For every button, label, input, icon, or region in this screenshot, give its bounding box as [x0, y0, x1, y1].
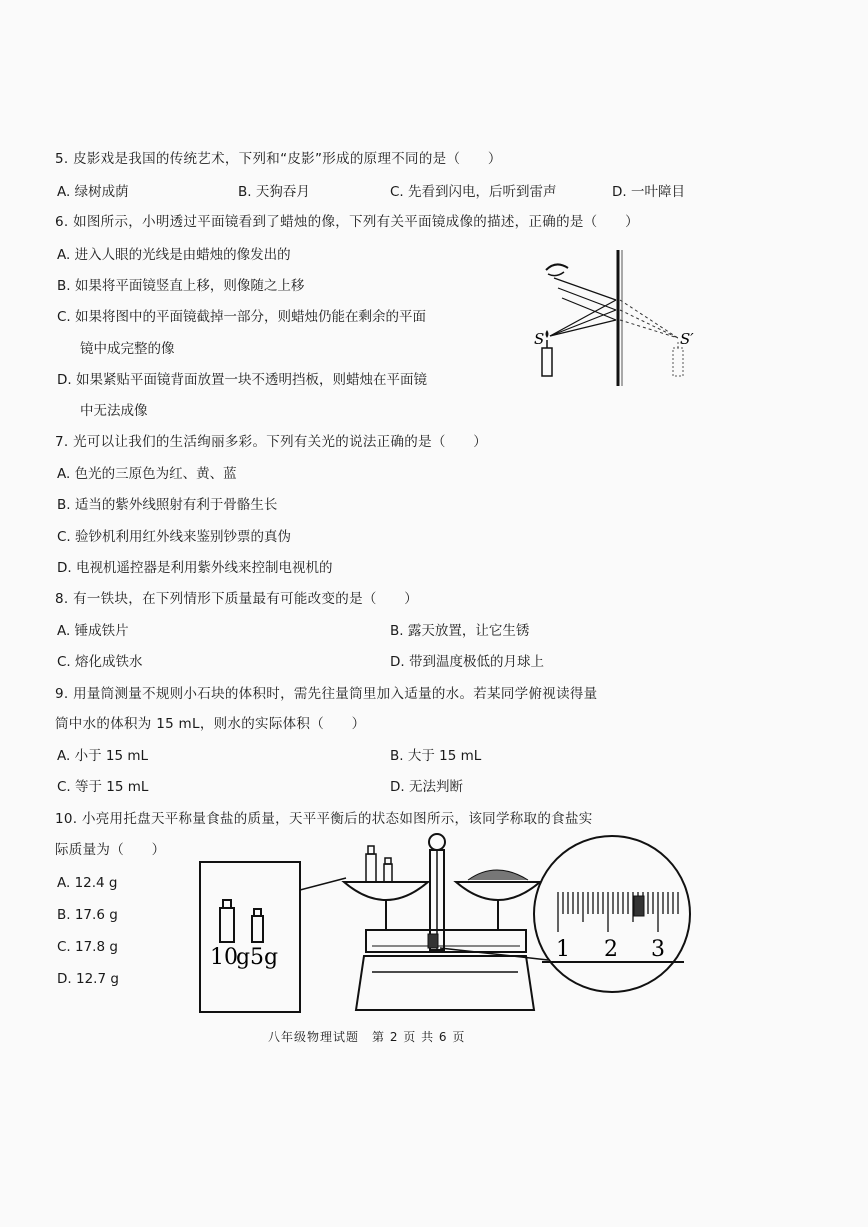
q10-stem-line1: 10. 小亮用托盘天平称量食盐的质量，天平平衡后的状态如图所示，该同学称取的食盐实 — [55, 811, 593, 827]
weight-10g-icon — [220, 908, 234, 942]
q7-stem: 7. 光可以让我们的生活绚丽多彩。下列有关光的说法正确的是（ ） — [55, 434, 488, 450]
q6-option-d: D. 如果紧贴平面镜背面放置一块不透明挡板，则蜡烛在平面镜 — [57, 372, 427, 388]
q9-stem-line1: 9. 用量筒测量不规则小石块的体积时，需先往量筒里加入适量的水。若某同学俯视读得量 — [55, 686, 598, 702]
q6-option-b: B. 如果将平面镜竖直上移，则像随之上移 — [57, 278, 305, 294]
q5-option-b: B. 天狗吞月 — [238, 184, 310, 200]
rider-zoom — [634, 896, 644, 916]
q8-option-b: B. 露天放置，让它生锈 — [390, 623, 530, 639]
right-pan — [456, 882, 540, 900]
weights-10-label: 10 — [210, 945, 238, 970]
q5-option-a: A. 绿树成荫 — [57, 184, 129, 200]
weights-g2-label: g — [264, 945, 279, 970]
eye-icon — [546, 264, 568, 270]
mirror-figure — [528, 248, 718, 388]
q5-stem: 5. 皮影戏是我国的传统艺术，下列和“皮影”形成的原理不同的是（ ） — [55, 151, 502, 167]
weight-5g-icon — [252, 916, 263, 942]
q8-option-a: A. 锤成铁片 — [57, 623, 129, 639]
q7-option-c: C. 验钞机利用红外线来鉴别钞票的真伪 — [57, 529, 292, 545]
q7-option-a: A. 色光的三原色为红、黄、蓝 — [57, 466, 237, 482]
q5-option-c: C. 先看到闪电，后听到雷声 — [390, 184, 557, 200]
candle-icon — [542, 348, 552, 376]
q9-option-c: C. 等于 15 mL — [57, 779, 149, 795]
q8-stem: 8. 有一铁块，在下列情形下质量最有可能改变的是（ ） — [55, 591, 419, 607]
q9-option-d: D. 无法判断 — [390, 779, 463, 795]
label-s-prime: S′ — [680, 330, 694, 348]
q9-option-b: B. 大于 15 mL — [390, 748, 482, 764]
weights-5-label: 5 — [250, 945, 264, 970]
ruler-label-1: 1 — [556, 937, 570, 962]
balance-figure — [196, 830, 696, 1020]
q10-option-d: D. 12.7 g — [57, 971, 119, 987]
balance-base — [356, 956, 534, 1010]
label-s: S — [534, 330, 545, 348]
q7-option-b: B. 适当的紫外线照射有利于骨骼生长 — [57, 497, 278, 513]
rider — [428, 934, 438, 948]
page-footer: 八年级物理试题 第 2 页 共 6 页 — [268, 1030, 466, 1044]
weights-g1-label: g — [236, 945, 251, 970]
q6-option-a: A. 进入人眼的光线是由蜡烛的像发出的 — [57, 247, 291, 263]
q7-option-d: D. 电视机遥控器是利用紫外线来控制电视机的 — [57, 560, 333, 576]
q8-option-d: D. 带到温度极低的月球上 — [390, 654, 544, 670]
q9-stem-line2: 筒中水的体积为 15 mL，则水的实际体积（ ） — [55, 716, 366, 732]
q6-option-d-cont: 中无法成像 — [80, 403, 148, 419]
q9-option-a: A. 小于 15 mL — [57, 748, 149, 764]
left-pan — [344, 882, 428, 900]
q10-option-c: C. 17.8 g — [57, 939, 118, 955]
q5-option-d: D. 一叶障目 — [612, 184, 685, 200]
q10-option-b: B. 17.6 g — [57, 907, 118, 923]
q10-stem-line2: 际质量为（ ） — [55, 842, 166, 858]
ruler-label-2: 2 — [604, 937, 618, 962]
q10-option-a: A. 12.4 g — [57, 875, 118, 891]
q6-stem: 6. 如图所示，小明透过平面镜看到了蜡烛的像，下列有关平面镜成像的描述，正确的是（ ） — [55, 214, 639, 230]
q8-option-c: C. 熔化成铁水 — [57, 654, 143, 670]
ruler-label-3: 3 — [651, 937, 665, 962]
q6-option-c: C. 如果将图中的平面镜截掉一部分，则蜡烛仍能在剩余的平面 — [57, 309, 427, 325]
weights-inset — [200, 862, 300, 1012]
q6-option-c-cont: 镜中成完整的像 — [80, 341, 175, 357]
virtual-candle-icon — [673, 348, 683, 376]
